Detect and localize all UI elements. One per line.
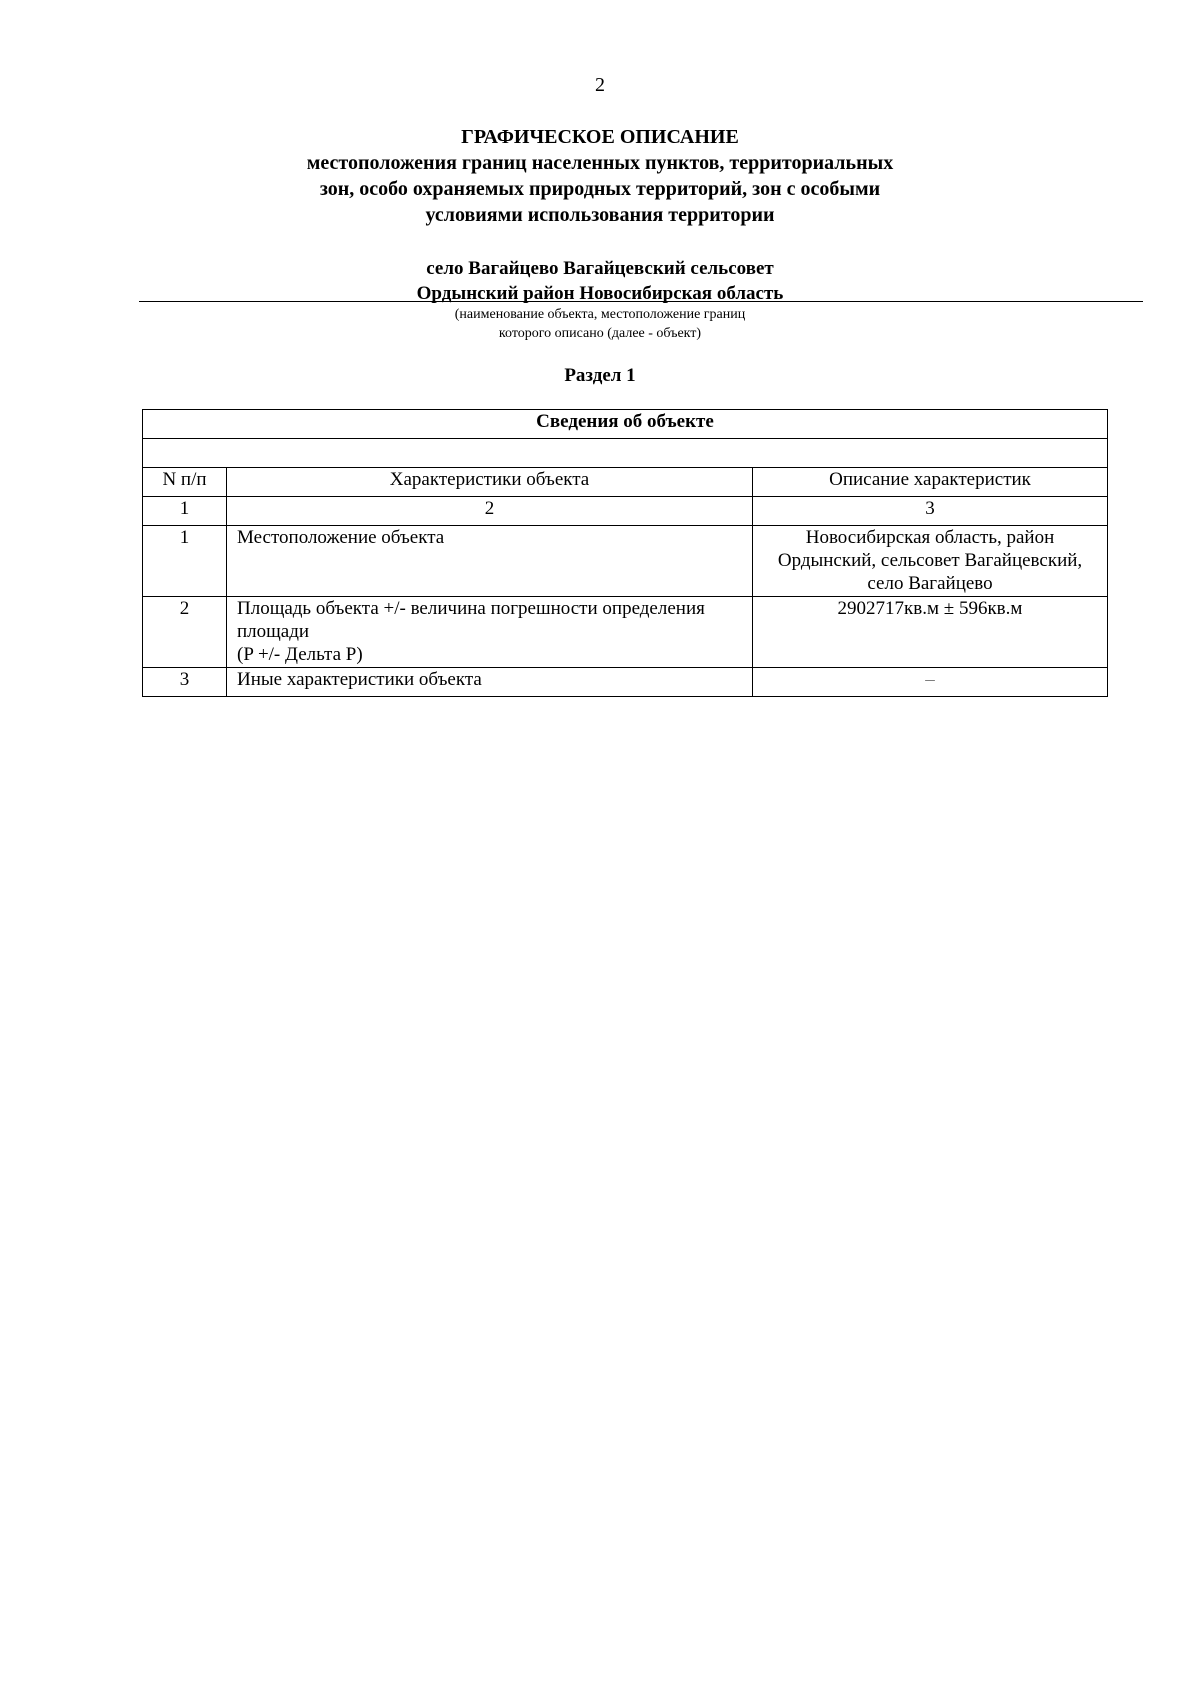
table-row [143, 668, 1108, 697]
title-line-1: ГРАФИЧЕСКОЕ ОПИСАНИЕ [461, 126, 739, 148]
column-number-1: 1 [143, 497, 227, 526]
table-empty-cell [143, 439, 1108, 468]
object-underline [139, 301, 1143, 302]
header-number: N п/п [143, 468, 227, 497]
row-characteristic-line: (P +/- Дельта P) [237, 644, 363, 665]
object-caption [0, 305, 1200, 343]
row-description [753, 526, 1108, 597]
row-number: 1 [143, 526, 227, 597]
row-description-line: 2902717кв.м ± 596кв.м [837, 598, 1023, 619]
document-title [0, 124, 1200, 228]
table-column-numbers-row [143, 497, 1108, 526]
row-description-line: Новосибирская область, район [805, 527, 1055, 548]
object-name-line-1: село Вагайцево Вагайцевский сельсовет [426, 258, 774, 279]
title-line-3: зон, особо охраняемых природных территорий, зон с особыми [319, 178, 881, 200]
section-title: Раздел 1 [564, 365, 636, 386]
row-characteristic-line: Местоположение объекта [237, 527, 445, 548]
column-number-2: 2 [227, 497, 753, 526]
object-name-line-2: Ордынский район Новосибирская область [416, 283, 784, 304]
page-number: 2 [595, 74, 605, 96]
row-characteristic [227, 526, 753, 597]
object-info-table [142, 409, 1108, 697]
table-empty-row [143, 439, 1108, 468]
row-characteristic-line: Иные характеристики объекта [237, 669, 482, 690]
header-characteristic: Характеристики объекта [227, 468, 753, 497]
row-number: 2 [143, 597, 227, 668]
row-description [753, 597, 1108, 668]
table-row [143, 597, 1108, 668]
table-row [143, 526, 1108, 597]
column-number-3: 3 [753, 497, 1108, 526]
table-caption-row [143, 410, 1108, 439]
row-description-line: – [925, 669, 935, 690]
title-line-2: местоположения границ населенных пунктов, территориальных [306, 152, 894, 174]
row-description-line: Ордынский, сельсовет Вагайцевский, [777, 550, 1083, 571]
header-description: Описание характеристик [753, 468, 1108, 497]
row-characteristic-line: площади [237, 621, 310, 642]
row-description-line: село Вагайцево [867, 573, 993, 594]
row-number: 3 [143, 668, 227, 697]
object-caption-line-2: которого описано (далее - объект) [498, 326, 702, 341]
table-header-row [143, 468, 1108, 497]
object-name [0, 256, 1200, 306]
row-description [753, 668, 1108, 697]
table-caption: Сведения об объекте [143, 410, 1108, 439]
row-characteristic [227, 668, 753, 697]
row-characteristic [227, 597, 753, 668]
row-characteristic-line: Площадь объекта +/- величина погрешности определения [237, 598, 705, 619]
title-line-4: условиями использования территории [425, 204, 775, 226]
object-caption-line-1: (наименование объекта, местоположение границ [454, 307, 746, 322]
